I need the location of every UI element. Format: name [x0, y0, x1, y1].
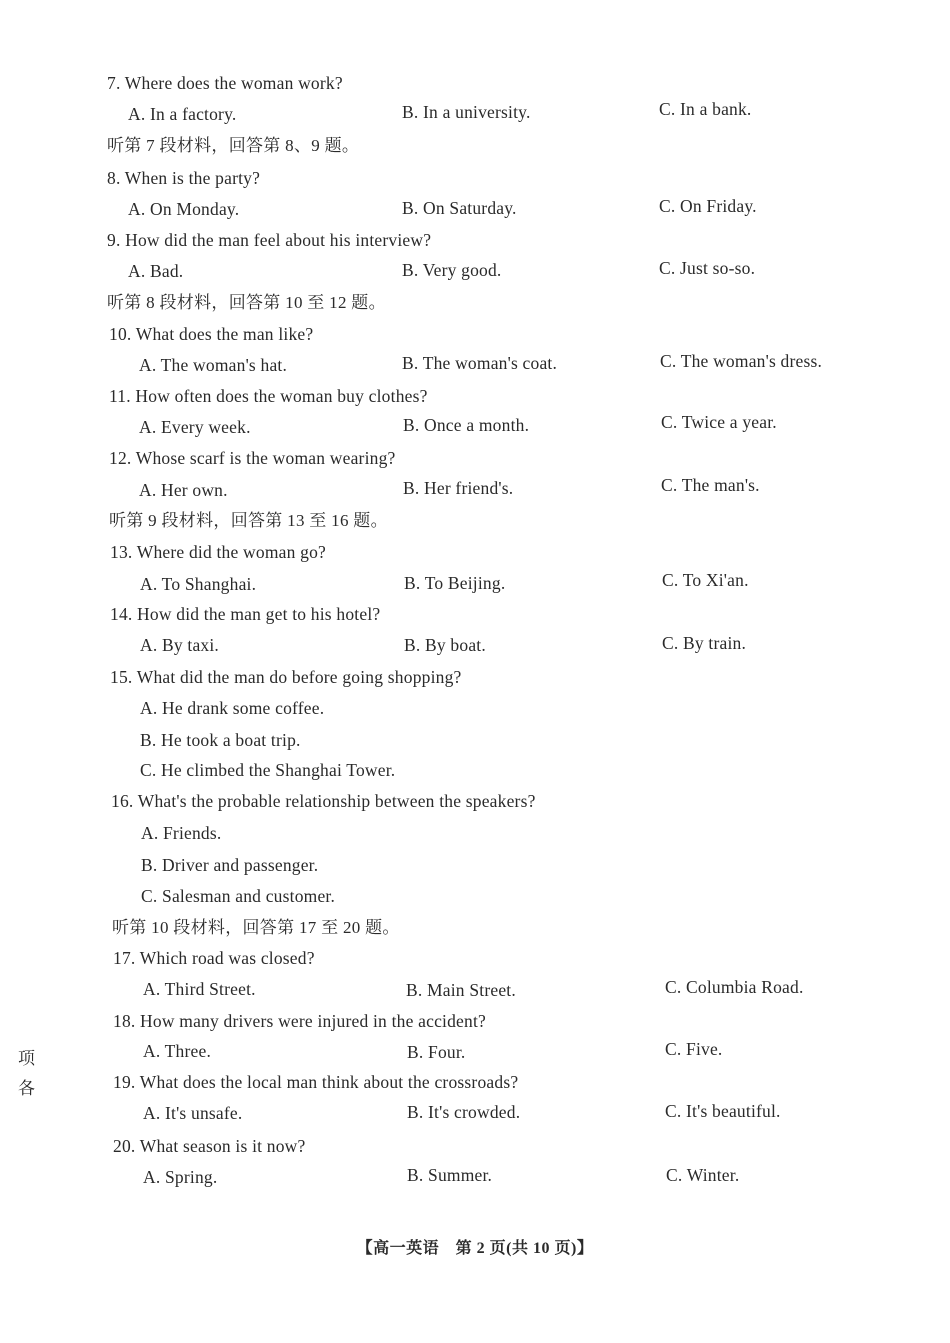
option-b: B. The woman's coat. [402, 353, 558, 373]
option-c: C. He climbed the Shanghai Tower. [140, 760, 396, 780]
option-b: B. Summer. [407, 1165, 493, 1185]
question-stem: 9. How did the man feel about his interview? [107, 230, 432, 250]
option-c: C. To Xi'an. [662, 570, 749, 590]
option-a: A. It's unsafe. [143, 1103, 243, 1123]
option-a: A. In a factory. [128, 104, 237, 124]
option-a: A. He drank some coffee. [140, 698, 325, 718]
question-stem: 16. What's the probable relationship between the speakers? [111, 791, 536, 811]
option-c: C. Columbia Road. [665, 977, 804, 997]
option-b: B. On Saturday. [402, 198, 517, 218]
margin-note-char: 各 [18, 1079, 35, 1098]
section-heading: 听第 9 段材料，回答第 13 至 16 题。 [109, 511, 388, 530]
option-c: C. Five. [665, 1039, 723, 1059]
question-stem: 15. What did the man do before going shopping? [110, 667, 462, 687]
option-a: A. Three. [143, 1041, 212, 1061]
option-a: A. Her own. [139, 480, 228, 500]
section-heading: 听第 8 段材料，回答第 10 至 12 题。 [107, 293, 386, 312]
option-b: B. Main Street. [406, 980, 516, 1000]
option-a: A. Friends. [141, 823, 222, 843]
question-stem: 14. How did the man get to his hotel? [110, 604, 381, 624]
option-c: C. In a bank. [659, 99, 752, 119]
option-b: B. Four. [407, 1042, 466, 1062]
question-stem: 8. When is the party? [107, 168, 261, 188]
option-b: B. To Beijing. [404, 573, 506, 593]
option-c: C. By train. [662, 633, 747, 653]
option-b: B. He took a boat trip. [140, 730, 301, 750]
option-a: A. Third Street. [143, 979, 256, 999]
question-stem: 7. Where does the woman work? [107, 73, 343, 93]
option-b: B. Very good. [402, 260, 502, 280]
question-stem: 20. What season is it now? [113, 1136, 306, 1156]
option-b: B. It's crowded. [407, 1102, 521, 1122]
page-footer: 【高一英语 第 2 页(共 10 页)】 [356, 1240, 594, 1257]
section-heading: 听第 10 段材料，回答第 17 至 20 题。 [112, 918, 400, 937]
option-c: C. The woman's dress. [660, 351, 823, 371]
question-stem: 13. Where did the woman go? [110, 542, 326, 562]
option-c: C. On Friday. [659, 196, 757, 216]
option-b: B. Once a month. [403, 415, 530, 435]
option-a: A. By taxi. [140, 635, 220, 655]
option-a: A. Spring. [143, 1167, 218, 1187]
margin-note [18, 1044, 40, 1104]
option-c: C. Salesman and customer. [141, 886, 336, 906]
option-c: C. Twice a year. [661, 412, 777, 432]
option-c: C. The man's. [661, 475, 760, 495]
question-stem: 10. What does the man like? [109, 324, 314, 344]
option-a: A. Every week. [139, 417, 251, 437]
question-stem: 12. Whose scarf is the woman wearing? [109, 448, 396, 468]
option-b: B. In a university. [402, 102, 531, 122]
option-a: A. On Monday. [128, 199, 240, 219]
question-stem: 19. What does the local man think about the crossroads? [113, 1072, 519, 1092]
option-b: B. Her friend's. [403, 478, 514, 498]
option-b: B. Driver and passenger. [141, 855, 319, 875]
option-c: C. Winter. [666, 1165, 740, 1185]
question-stem: 17. Which road was closed? [113, 948, 315, 968]
section-heading: 听第 7 段材料，回答第 8、9 题。 [107, 136, 360, 155]
option-a: A. The woman's hat. [139, 355, 288, 375]
question-stem: 11. How often does the woman buy clothes? [109, 386, 428, 406]
question-stem: 18. How many drivers were injured in the accident? [113, 1011, 486, 1031]
option-a: A. To Shanghai. [140, 574, 257, 594]
margin-note-char: 项 [18, 1049, 35, 1068]
option-c: C. It's beautiful. [665, 1101, 781, 1121]
option-b: B. By boat. [404, 635, 486, 655]
option-a: A. Bad. [128, 261, 184, 281]
option-c: C. Just so-so. [659, 258, 756, 278]
